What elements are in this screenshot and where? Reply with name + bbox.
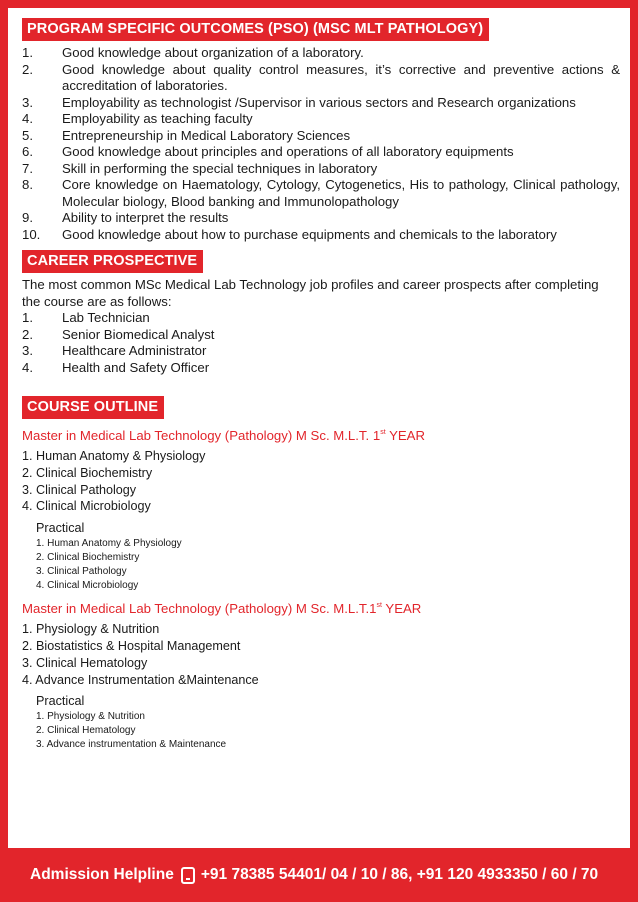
list-item [22, 111, 620, 128]
item-number: 9. [22, 210, 33, 225]
item-number: 3. [22, 343, 33, 358]
career-list [22, 310, 620, 376]
item-text: Ability to interpret the results [62, 210, 229, 225]
page-border-top [0, 0, 638, 8]
list-item [22, 327, 620, 344]
list-item: 3. Clinical Hematology [22, 655, 148, 670]
list-item: 2. Biostatistics & Hospital Management [22, 638, 241, 653]
list-item [22, 45, 620, 62]
career-intro: The most common MSc Medical Lab Technology job profiles and career prospects after completing the course are as follows: [22, 277, 599, 309]
list-item: 2. Clinical Biochemistry [36, 552, 140, 564]
list-item: 3. Clinical Pathology [36, 566, 127, 578]
page-content [22, 18, 620, 752]
item-number: 4. [22, 359, 33, 375]
helpline-label: Admission Helpline [30, 866, 174, 883]
item-number: 7. [22, 160, 33, 176]
list-item: 4. Advance Instrumentation &Maintenance [22, 672, 259, 687]
item-number: 10. [22, 226, 41, 242]
year1-title: Master in Medical Lab Technology (Pathology) M Sc. M.L.T. 1st YEAR [22, 428, 425, 443]
list-item [22, 144, 620, 161]
page-border-right [630, 0, 638, 902]
item-text: Healthcare Administrator [62, 343, 207, 358]
item-number: 1. [22, 45, 33, 60]
item-text: Good knowledge about principles and operations of all laboratory equipments [62, 144, 514, 159]
list-item: 1. Physiology & Nutrition [36, 711, 145, 723]
item-text: Skill in performing the special techniques in laboratory [62, 160, 378, 176]
helpline-numbers[interactable]: +91 78385 54401/ 04 / 10 / 86, +91 120 4933350 / 60 / 70 [200, 866, 599, 883]
year1-subjects [22, 448, 620, 515]
list-item: 2. Clinical Biochemistry [22, 465, 153, 480]
list-item [22, 95, 620, 112]
list-item [22, 343, 620, 360]
item-text: Core knowledge on Haematology, Cytology, Cytogenetics, His to pathology, Clinical pathology, Molecular biology, Blood banking and Immunolopathology [62, 177, 620, 209]
year2-practicals [36, 710, 620, 752]
item-text: Entrepreneurship in Medical Laboratory Sciences [62, 127, 351, 143]
pso-section [22, 18, 620, 243]
course-heading: COURSE OUTLINE [22, 396, 164, 419]
item-text: Lab Technician [62, 310, 150, 325]
list-item [22, 161, 620, 178]
year1-practical-label: Practical [36, 521, 85, 536]
list-item [22, 210, 620, 227]
item-number: 2. [22, 61, 33, 77]
course-section [22, 396, 620, 752]
item-text: Good knowledge about organization of a laboratory. [62, 45, 364, 60]
list-item: 2. Clinical Hematology [36, 725, 136, 737]
item-text: Senior Biomedical Analyst [62, 326, 215, 342]
list-item: 3. Advance instrumentation & Maintenance [36, 739, 227, 751]
career-section [22, 250, 620, 376]
list-item: 4. Clinical Microbiology [36, 580, 139, 592]
list-item [22, 177, 620, 210]
item-text: Employability as teaching faculty [62, 111, 253, 126]
item-text: Health and Safety Officer [62, 359, 210, 375]
page-border-left [0, 0, 8, 902]
year2-subjects [22, 621, 620, 688]
item-number: 4. [22, 111, 33, 126]
pso-heading: PROGRAM SPECIFIC OUTCOMES (PSO) (MSC MLT PATHOLOGY) [22, 18, 489, 41]
list-item: 1. Physiology & Nutrition [22, 622, 160, 637]
list-item: 1. Human Anatomy & Physiology [22, 449, 206, 463]
item-text: Good knowledge about quality control measures, it’s corrective and preventive actions & accreditation of laboratories. [62, 61, 620, 93]
list-item [22, 227, 620, 244]
item-text: Good knowledge about how to purchase equipments and chemicals to the laboratory [62, 226, 557, 242]
list-item [22, 128, 620, 145]
phone-icon [181, 867, 195, 884]
list-item [22, 310, 620, 327]
item-text: Employability as technologist /Supervisor in various sectors and Research organizations [62, 94, 576, 110]
year2-practical-label: Practical [36, 694, 85, 709]
year1-practicals [36, 537, 620, 593]
list-item [22, 360, 620, 377]
pso-list [22, 45, 620, 243]
item-number: 1. [22, 310, 33, 325]
item-number: 3. [22, 94, 33, 110]
list-item: 4. Clinical Microbiology [22, 499, 151, 514]
year2-title: Master in Medical Lab Technology (Pathology) M Sc. M.L.T.1st YEAR [22, 601, 422, 617]
item-number: 8. [22, 177, 33, 192]
admission-helpline-bar [0, 848, 638, 902]
career-heading: CAREER PROSPECTIVE [22, 250, 203, 273]
list-item: 1. Human Anatomy & Physiology [36, 538, 182, 550]
item-number: 5. [22, 127, 33, 143]
list-item [22, 62, 620, 95]
item-number: 2. [22, 326, 33, 342]
item-number: 6. [22, 144, 33, 159]
list-item: 3. Clinical Pathology [22, 482, 137, 497]
